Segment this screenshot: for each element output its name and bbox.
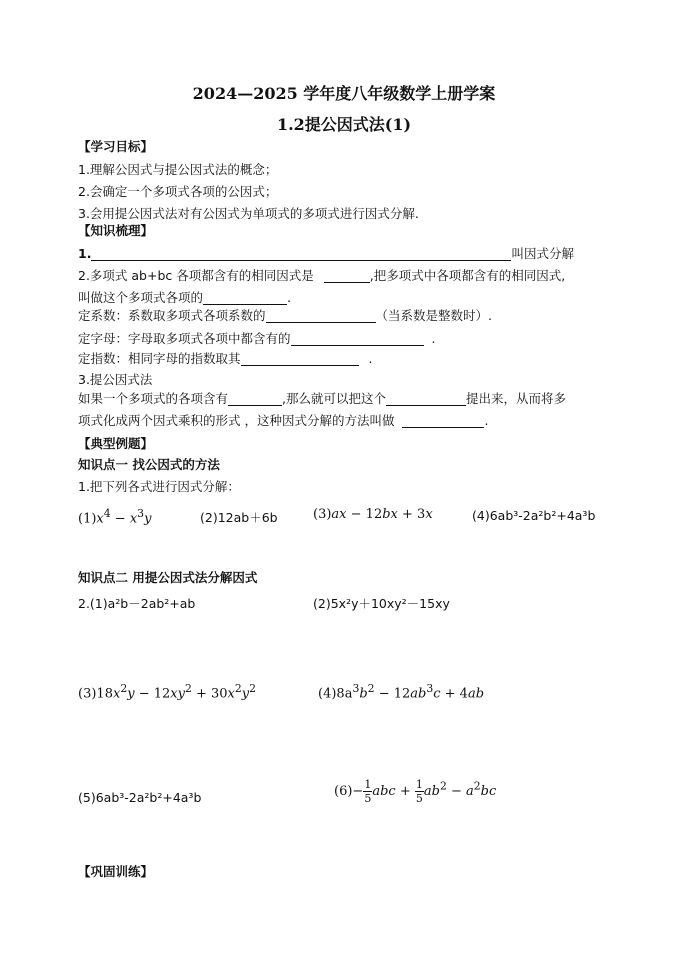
answer-blank[interactable] bbox=[228, 391, 282, 406]
letter-rule-text: 定字母：字母取多项式各项中都含有的 bbox=[78, 331, 291, 346]
item-label: (6) bbox=[334, 784, 353, 799]
knowledge-q2-text-c: 叫做这个多项式各项的 bbox=[78, 290, 204, 305]
letter-rule bbox=[78, 329, 436, 347]
method-text-d: 项式化成两个因式乘积的形式 ，这种因式分解的方法叫做 bbox=[78, 413, 395, 428]
method-line-2 bbox=[78, 411, 488, 429]
knowledge-q1-tail: 叫因式分解 bbox=[511, 246, 574, 261]
knowledge-q2 bbox=[78, 266, 565, 284]
item-label: (3) bbox=[78, 686, 97, 702]
knowledge-q2-cont bbox=[78, 288, 291, 306]
example-2-item-3: $(3)18x^2y - 12xy^2 + 30x^2y^2$ bbox=[78, 682, 257, 702]
period: . bbox=[484, 413, 489, 428]
item-label: (3) bbox=[313, 507, 332, 522]
answer-blank[interactable] bbox=[203, 290, 287, 305]
knowledge-q1 bbox=[78, 244, 574, 262]
knowledge-point-2: 知识点二 用提公因式法分解因式 bbox=[78, 570, 258, 585]
answer-blank[interactable] bbox=[386, 391, 466, 406]
answer-blank[interactable] bbox=[91, 246, 511, 261]
practice-heading: 【巩固训练】 bbox=[78, 864, 154, 879]
answer-blank[interactable] bbox=[266, 308, 376, 323]
method-text-a: 如果一个多项式的各项含有 bbox=[78, 391, 229, 406]
period: . bbox=[431, 331, 436, 346]
exponent-rule bbox=[78, 349, 373, 367]
period: . bbox=[368, 351, 373, 366]
page-title: 2024—2025 学年度八年级数学上册学案 bbox=[192, 84, 496, 103]
example-2-item-2: (2)5x²y＋10xy²－15xy bbox=[313, 596, 450, 611]
example-1-item-2: (2)12ab＋6b bbox=[200, 510, 278, 525]
objectives-heading: 【学习目标】 bbox=[78, 139, 154, 154]
method-line-1 bbox=[78, 389, 566, 407]
example-2-item-5: (5)6ab³-2a²b²+4a³b bbox=[78, 790, 202, 805]
example-2-item-1: 2.(1)a²b－2ab²+ab bbox=[78, 596, 196, 611]
method-text-b: ,那么就可以把这个 bbox=[282, 391, 386, 406]
example-1-item-1: $(1)x^4 - x^3y$ bbox=[78, 507, 152, 527]
coefficient-rule bbox=[78, 306, 492, 324]
objective-3: 3.会用提公因式法对有公因式为单项式的多项式进行因式分解. bbox=[78, 206, 419, 221]
lesson-title: 1.2提公因式法(1) bbox=[276, 115, 412, 134]
objective-2: 2.会确定一个多项式各项的公因式； bbox=[78, 184, 278, 199]
example-1-item-4: (4)6ab³-2a²b²+4a³b bbox=[472, 508, 596, 523]
coefficient-rule-note: （当系数是整数时）. bbox=[375, 308, 492, 323]
example-2-item-6: (6)− $\frac{1}{5}$ abc + $\frac{1}{5}$ $ab^2 - a^2bc$ bbox=[334, 778, 497, 805]
knowledge-q2-text-a: 2.多项式 ab+bc 各项都含有的相同因式是 bbox=[78, 268, 314, 283]
example-1-intro: 1.把下列各式进行因式分解： bbox=[78, 479, 240, 494]
method-heading: 3.提公因式法 bbox=[78, 372, 153, 387]
answer-blank[interactable] bbox=[402, 413, 484, 428]
answer-blank[interactable] bbox=[291, 331, 424, 346]
item-label: (1) bbox=[78, 511, 97, 527]
coefficient-rule-text: 定系数：系数取多项式各项系数的 bbox=[78, 308, 266, 323]
examples-heading: 【典型例题】 bbox=[78, 436, 154, 451]
knowledge-q1-number: 1. bbox=[78, 246, 92, 261]
knowledge-heading: 【知识梳理】 bbox=[78, 223, 154, 238]
objective-1: 1.理解公因式与提公因式法的概念； bbox=[78, 162, 278, 177]
period: . bbox=[287, 290, 291, 305]
method-text-c: 提出来，从而将多 bbox=[466, 391, 567, 406]
example-2-item-4: $(4)8a^3b^2 - 12ab^3c + 4ab$ bbox=[318, 682, 485, 702]
knowledge-q2-text-b: ,把多项式中各项都含有的相同因式, bbox=[369, 268, 566, 283]
answer-blank[interactable] bbox=[241, 351, 359, 366]
exponent-rule-text: 定指数：相同字母的指数取其 bbox=[78, 351, 241, 366]
answer-blank[interactable] bbox=[324, 268, 370, 283]
knowledge-point-1: 知识点一 找公因式的方法 bbox=[78, 457, 220, 472]
example-1-item-3: (3)ax − 12bx + 3x bbox=[313, 507, 433, 522]
item-label: (4) bbox=[318, 686, 337, 702]
